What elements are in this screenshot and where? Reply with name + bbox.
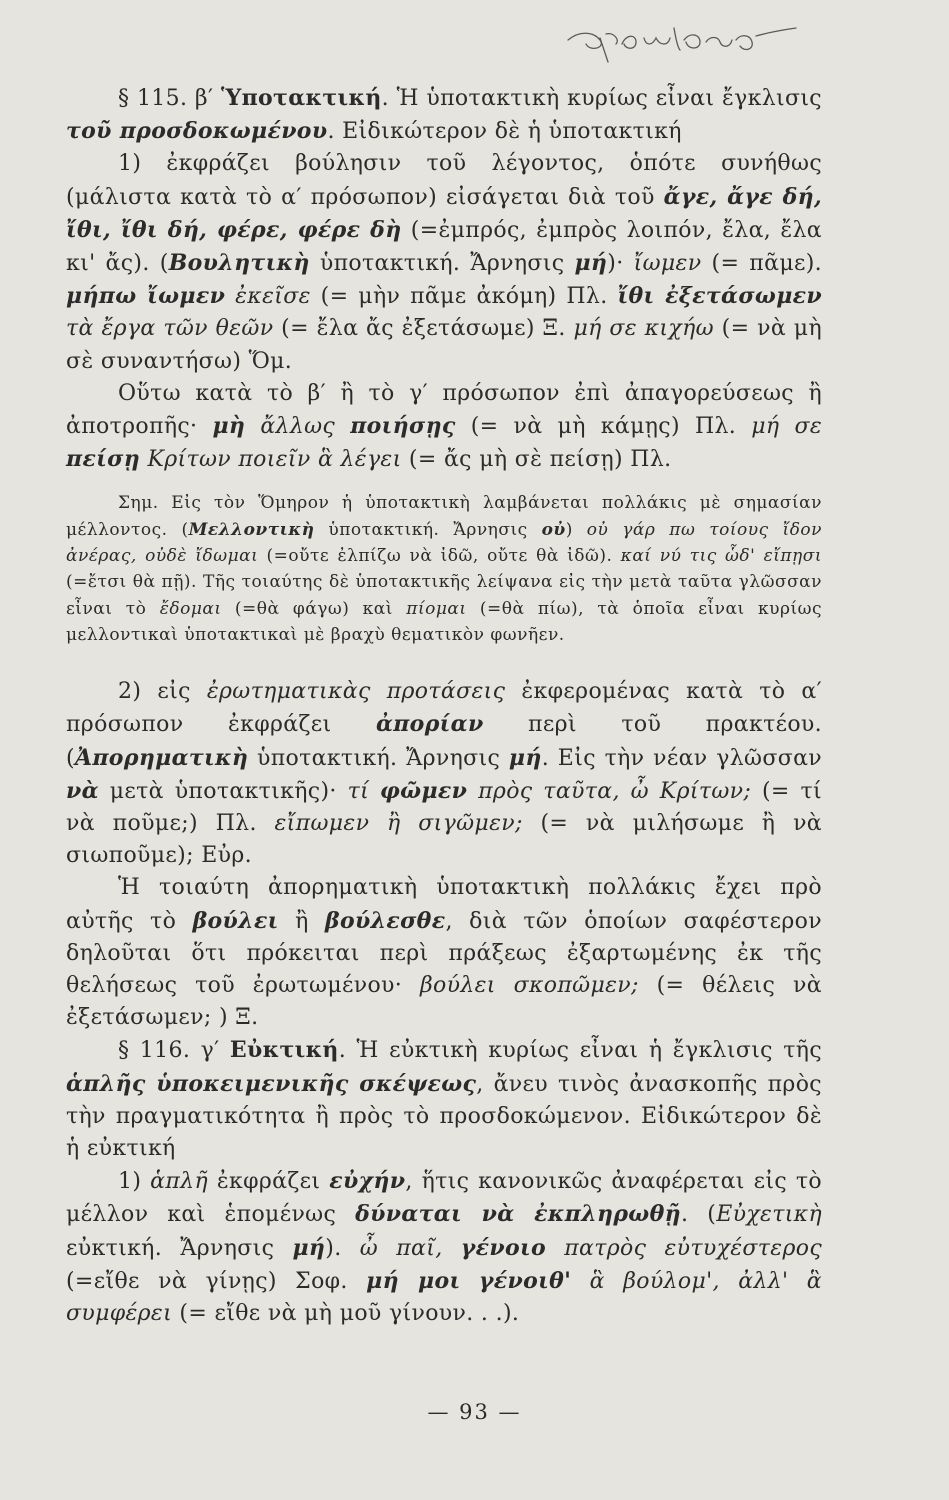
text-run [245,414,260,439]
text-run [460,1269,478,1294]
text-run: εὐχήν [329,1168,406,1195]
text-run: μή [574,250,608,277]
text-run: μή [292,1234,326,1261]
text-run: . Εἰς τὴν νέαν γλῶσσαν [541,745,822,771]
text-run: (= νὰ μὴ κάμῃς) Πλ. [455,414,752,440]
text-run: Ἀπορηματικὴ [74,744,249,771]
page-number: — 93 — [427,1400,522,1424]
text-run: οὐ γάρ πω τοίους ἴδον ἀνέρας, οὐδὲ ἴδωμαι [66,519,822,567]
text-run: (=θὰ πίω), τὰ ὁποῖα εἶναι κυρίως μελλοντικαὶ ὑποτακτικαὶ μὲ βραχὺ θεματικὸν φωνῆεν. [66,598,822,645]
text-run: Ὑποτακτική [220,85,382,111]
section-116-heading [66,1034,822,1165]
text-run: ἢ [278,908,326,934]
text-run [369,779,380,804]
text-run: ἴθι ἐξετάσωμεν [617,283,822,310]
text-run: μετὰ ὑποτακτικῆς)· [98,778,348,804]
text-run: Κρίτων ποιεῖν ἃ λέγει [147,447,402,473]
text-run: 2) εἰς [118,679,207,705]
text-run: , ἥτις κανονικῶς ἀναφέρεται εἰς τὸ μέλλον καὶ ἑπομένως [66,1169,823,1228]
text-run: πατρὸς εὐτυχέστερος [564,1235,823,1261]
text-run: ἐκφερομένας κατὰ τὸ α′ πρόσωπον ἐκφράζει [66,679,822,738]
text-run: ἐρωτηματικὰς προτάσεις [206,679,506,705]
text-run: (=θὰ φάγω) καὶ [221,598,407,619]
text-run: ). [325,1235,360,1261]
text-run: Οὕτω κατὰ τὸ β′ ἢ τὸ γ′ πρόσωπον ἐπὶ ἀπαγορεύσεως ἢ ἀποτροπῆς· [66,380,822,440]
text-run: (= θέλεις νὰ ἐξετάσωμεν; ) Ξ. [66,973,822,1031]
text-run: δύναται νὰ ἐκπληρωθῇ [355,1201,681,1228]
text-run: 1) ἐκφράζει βούλησιν τοῦ λέγοντος, ὁπότε συνήθως (μάλιστα κατὰ τὸ α′ πρόσωπον) εἰσάγεται διὰ τοῦ [66,151,822,210]
text-run: (=εἴθε νὰ γίνῃς) Σοφ. [66,1268,367,1294]
handwritten-signature [560,10,800,70]
text-run: . Ἡ εὐκτικὴ κυρίως εἶναι ἡ ἔγκλισις τῆς [338,1038,822,1064]
text-run: ) [565,519,587,540]
text-run: )· [607,251,634,277]
text-run: φῶμεν [379,777,468,804]
section-116-point-1 [66,1165,822,1330]
text-run [335,414,350,439]
text-run: βούλει σκοπῶμεν; [419,973,639,999]
text-run: εἴπωμεν ἢ σιγῶμεν; [274,811,523,837]
text-run [443,1236,461,1261]
text-run: πρὸς ταῦτα, ὦ Κρίτων; [478,778,752,804]
text-run [546,1236,564,1261]
text-run: (= εἴθε νὰ μὴ μοῦ γίνουν. . .). [172,1301,520,1327]
text-run: ὑποτακτική. Ἄρνησις [314,519,542,540]
text-run [225,284,235,309]
text-run: § 115. β′ [118,86,221,111]
text-run: (= πᾶμε). [701,251,822,277]
text-run: νὰ [66,777,99,804]
text-run: βούλει [192,907,279,934]
text-run: ἐκφράζει [208,1169,330,1195]
text-run: . Εἰδικώτερον δὲ ἡ ὑποτακτική [327,119,682,145]
text-run: (=ἔτσι θὰ πῇ). Τῆς τοιαύτης δὲ ὑποτακτικῆς λείψανα εἰς τὴν μετὰ ταῦτα γλῶσσαν εἶναι τὸ [66,572,822,619]
text-run: 1) [118,1169,151,1195]
text-run: μή σε κιχήω [573,316,714,342]
text-run: (=ἐμπρός, ἐμπρὸς λοιπόν, ἔλα, ἔλα κι' ἄς). ( [66,217,822,277]
text-run: ἄγε, ἄγε δή, ἴθι, ἴθι δή, φέρε, φέρε δὴ [66,183,822,243]
text-run: πείσῃ [66,446,141,473]
spacer [66,648,822,676]
section-115-heading [66,82,822,148]
text-run: , διὰ τῶν ὁποίων σαφέστερον δηλοῦται ὅτι πρόκειται περὶ πράξεως ἐξαρτωμένης ἐκ τῆς θελήσεως τοῦ ἐρωτωμένου· [66,908,822,999]
text-run: πίομαι [406,598,467,619]
text-run: καί νύ τις ὧδ' εἴπῃσι [620,546,822,567]
text-run: (= νὰ μιλήσωμε ἢ νὰ σιωποῦμε); Εὐρ. [66,811,822,869]
text-run: Σημ. Εἰς τὸν Ὅμηρον ἡ ὑποτακτικὴ λαμβάνεται πολλάκις μὲ σημασίαν μέλλοντος. ( [66,493,822,540]
text-run [571,1269,589,1294]
text-run: Μελλοντικὴ [188,519,315,540]
section-115-point-1 [66,148,822,377]
text-run: βούλεσθε [325,907,446,934]
text-run: ἐκεῖσε [235,284,311,310]
section-115-note [66,490,822,648]
text-run: ἁπλῆ [150,1169,208,1195]
text-run: τὰ ἔργα τῶν θεῶν [66,316,274,342]
text-run: ἴωμεν [633,251,702,277]
text-run: § 116. γ′ [118,1038,230,1064]
text-run: μή σε [751,414,822,440]
text-run: γένοιθ' [478,1267,572,1294]
text-run: ἀπορίαν [375,711,484,738]
page-body [66,82,822,1330]
text-run: περὶ τοῦ πρακτέου. ( [66,712,822,771]
text-run: (= μὴν πᾶμε ἀκόμη) Πλ. [310,284,618,310]
text-run: (=οὔτε ἐλπίζω νὰ ἰδῶ, οὔτε θὰ ἰδῶ). [258,546,621,567]
text-run: εὐκτική. Ἄρνησις [66,1235,293,1261]
text-run: οὐ [541,519,566,540]
text-run: (= τί νὰ ποῦμε;) Πλ. [66,778,823,837]
text-run: ἁπλῆς ὑποκειμενικῆς σκέψεως [66,1070,477,1097]
text-run: ἄλλως [260,414,336,440]
section-115-prohibition [66,378,822,477]
text-run: (= ἔλα ἄς ἐξετάσωμε) Ξ. [273,316,574,342]
text-run: μήπω ἴωμεν [66,283,226,310]
text-run: μὴ [212,413,246,440]
text-run: μή μοι [366,1267,461,1294]
text-run: ὦ παῖ, [359,1235,443,1261]
text-run: ἃ βούλομ', ἀλλ' ἃ συμφέρει [66,1268,823,1327]
text-run: ὑποτακτική. Ἄρνησις [248,745,509,771]
text-run: Εὐκτική [229,1037,339,1064]
text-run [467,779,478,804]
section-115-point-2 [66,676,822,872]
text-run: . ( [680,1202,717,1228]
text-run: , ἄνευ τινὸς ἀνασκοπῆς πρὸς τὴν πραγματικότητα ἢ πρὸς τὸ προσδοκώμενον. Εἰδικώτερον δὲ ἡ εὐκτική [66,1071,822,1162]
text-run: ἔδομαι [159,598,222,619]
text-run: (= νὰ μὴ σὲ συναντήσω) Ὅμ. [66,316,822,374]
text-run: τοῦ προσδοκωμένου [66,118,328,145]
text-run: Ἡ τοιαύτη ἀπορηματικὴ ὑποτακτικὴ πολλάκις ἔχει πρὸ αὐτῆς τὸ [66,875,822,934]
text-run: ποιήσῃς [350,413,456,440]
text-run: Εὐχετικὴ [716,1202,822,1228]
section-115-boulei [66,872,822,1034]
text-run: Βουλητικὴ [168,250,310,277]
text-run: (= ἄς μὴ σὲ πείσῃ) Πλ. [401,447,672,473]
text-run: τί [347,778,370,804]
text-run: . Ἡ ὑποτακτικὴ κυρίως εἶναι ἔγκλισις [381,86,822,111]
text-run: ὑποτακτική. Ἄρνησις [309,251,575,277]
text-run: μή [508,744,542,771]
text-run: γένοιο [460,1234,546,1261]
